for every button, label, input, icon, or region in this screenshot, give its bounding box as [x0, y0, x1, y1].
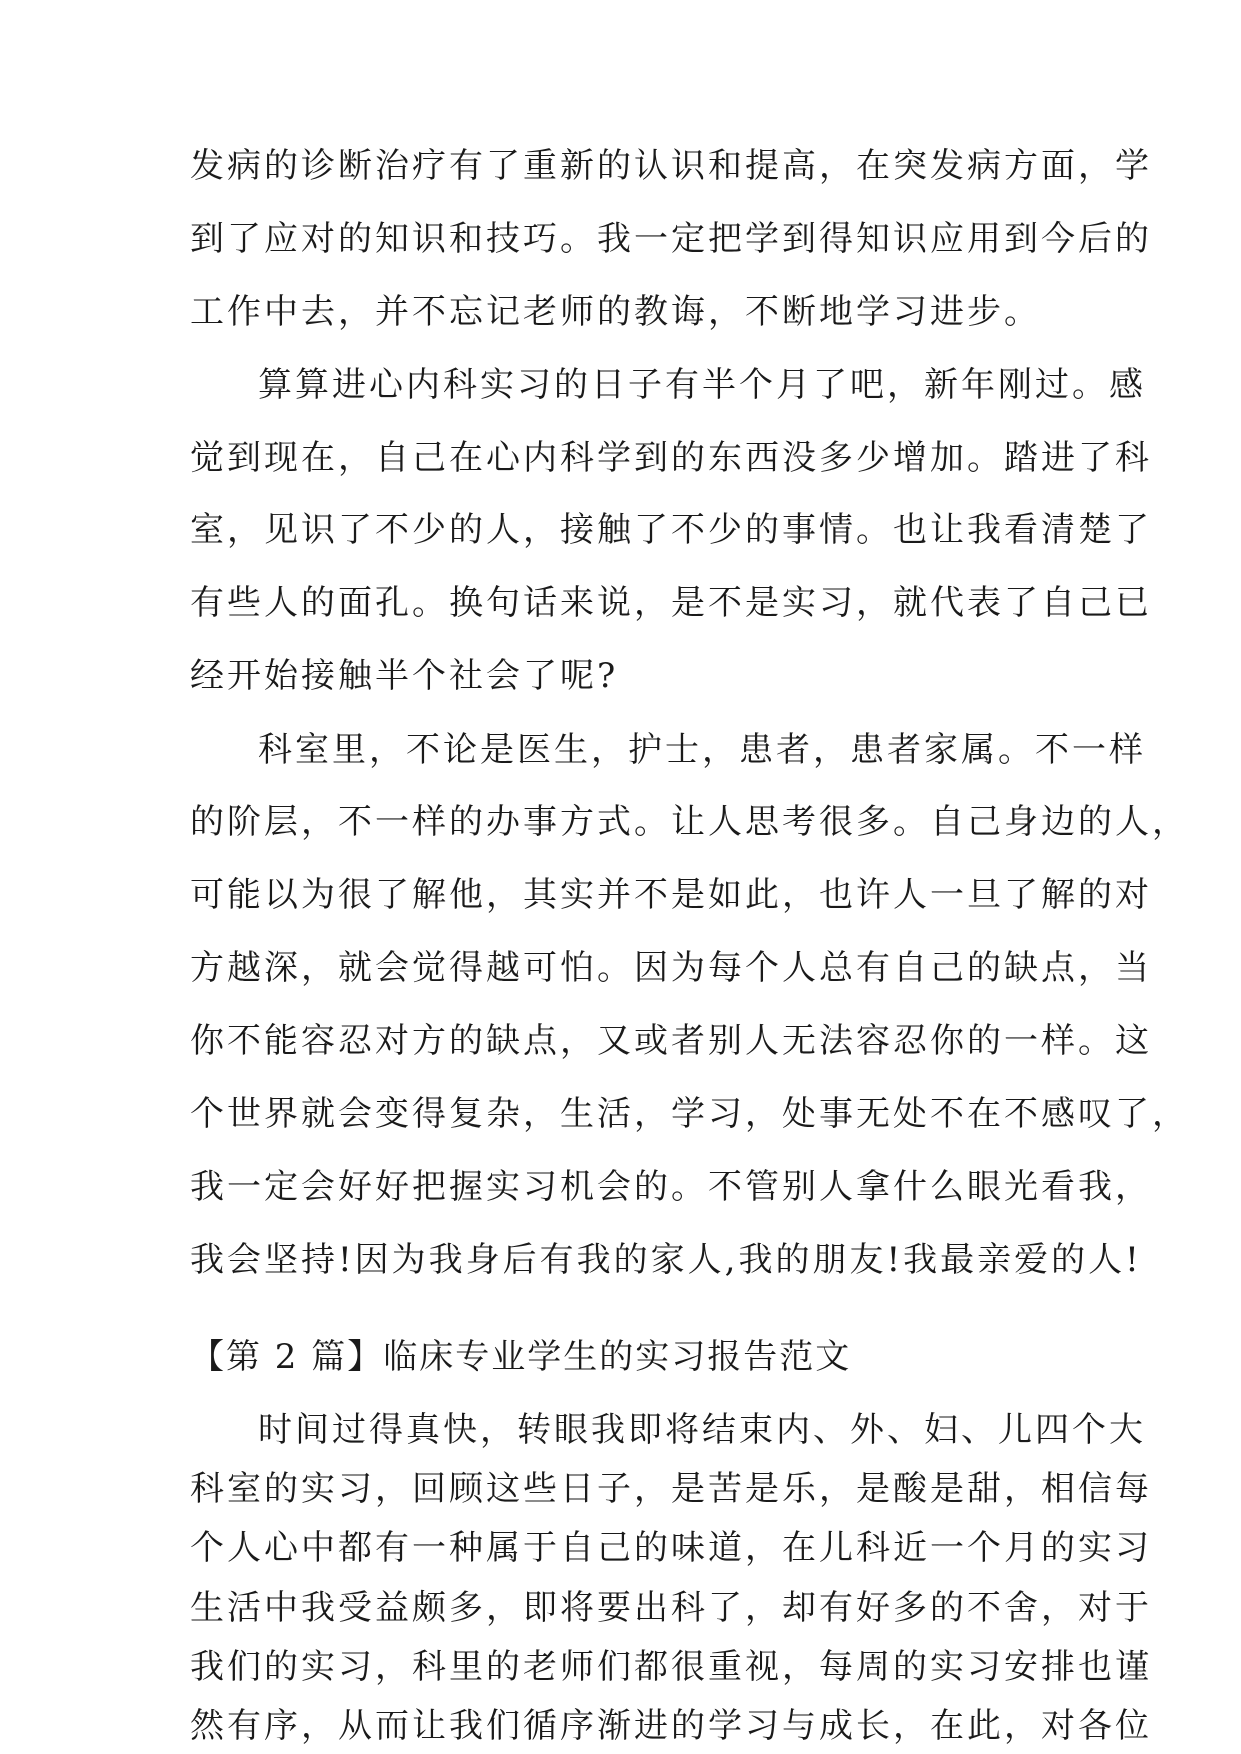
paragraph-line: 可能以为很了解他，其实并不是如此，也许人一旦了解的对 [190, 875, 1152, 915]
paragraph-line: 时间过得真快，转眼我即将结束内、外、妇、儿四个大 [258, 1410, 1146, 1450]
paragraph-line: 的阶层，不一样的办事方式。让人思考很多。自己身边的人， [190, 802, 1189, 842]
paragraph-line: 方越深，就会觉得越可怕。因为每个人总有自己的缺点，当 [190, 948, 1152, 988]
paragraph-line: 生活中我受益颇多，即将要出科了，却有好多的不舍，对于 [190, 1588, 1152, 1628]
paragraph-line: 发病的诊断治疗有了重新的认识和提高，在突发病方面，学 [190, 146, 1152, 186]
paragraph-line: 个人心中都有一种属于自己的味道，在儿科近一个月的实习 [190, 1528, 1152, 1568]
paragraph-line: 觉到现在，自己在心内科学到的东西没多少增加。踏进了科 [190, 438, 1152, 478]
paragraph-line: 你不能容忍对方的缺点，又或者别人无法容忍你的一样。这 [190, 1021, 1152, 1061]
paragraph-line: 然有序，从而让我们循序渐进的学习与成长，在此，对各位 [190, 1706, 1152, 1746]
paragraph-line: 经开始接触半个社会了呢? [190, 656, 619, 696]
paragraph-line: 室，见识了不少的人，接触了不少的事情。也让我看清楚了 [190, 510, 1152, 550]
paragraph-line: 我们的实习，科里的老师们都很重视，每周的实习安排也谨 [190, 1647, 1152, 1687]
section-heading: 【第 2 篇】临床专业学生的实习报告范文 [190, 1337, 852, 1377]
paragraph-line: 科室的实习，回顾这些日子，是苦是乐，是酸是甜，相信每 [190, 1469, 1152, 1509]
paragraph-line: 我会坚持!因为我身后有我的家人,我的朋友!我最亲爱的人! [190, 1240, 1142, 1280]
paragraph-line: 有些人的面孔。换句话来说，是不是实习，就代表了自己已 [190, 583, 1152, 623]
paragraph-line: 我一定会好好把握实习机会的。不管别人拿什么眼光看我， [190, 1167, 1152, 1207]
paragraph-line: 科室里，不论是医生，护士，患者，患者家属。不一样 [258, 730, 1146, 770]
paragraph-line: 到了应对的知识和技巧。我一定把学到得知识应用到今后的 [190, 219, 1152, 259]
paragraph-line: 个世界就会变得复杂，生活，学习，处事无处不在不感叹了， [190, 1094, 1189, 1134]
paragraph-line: 工作中去，并不忘记老师的教诲，不断地学习进步。 [190, 292, 1041, 332]
paragraph-line: 算算进心内科实习的日子有半个月了吧，新年刚过。感 [258, 365, 1146, 405]
